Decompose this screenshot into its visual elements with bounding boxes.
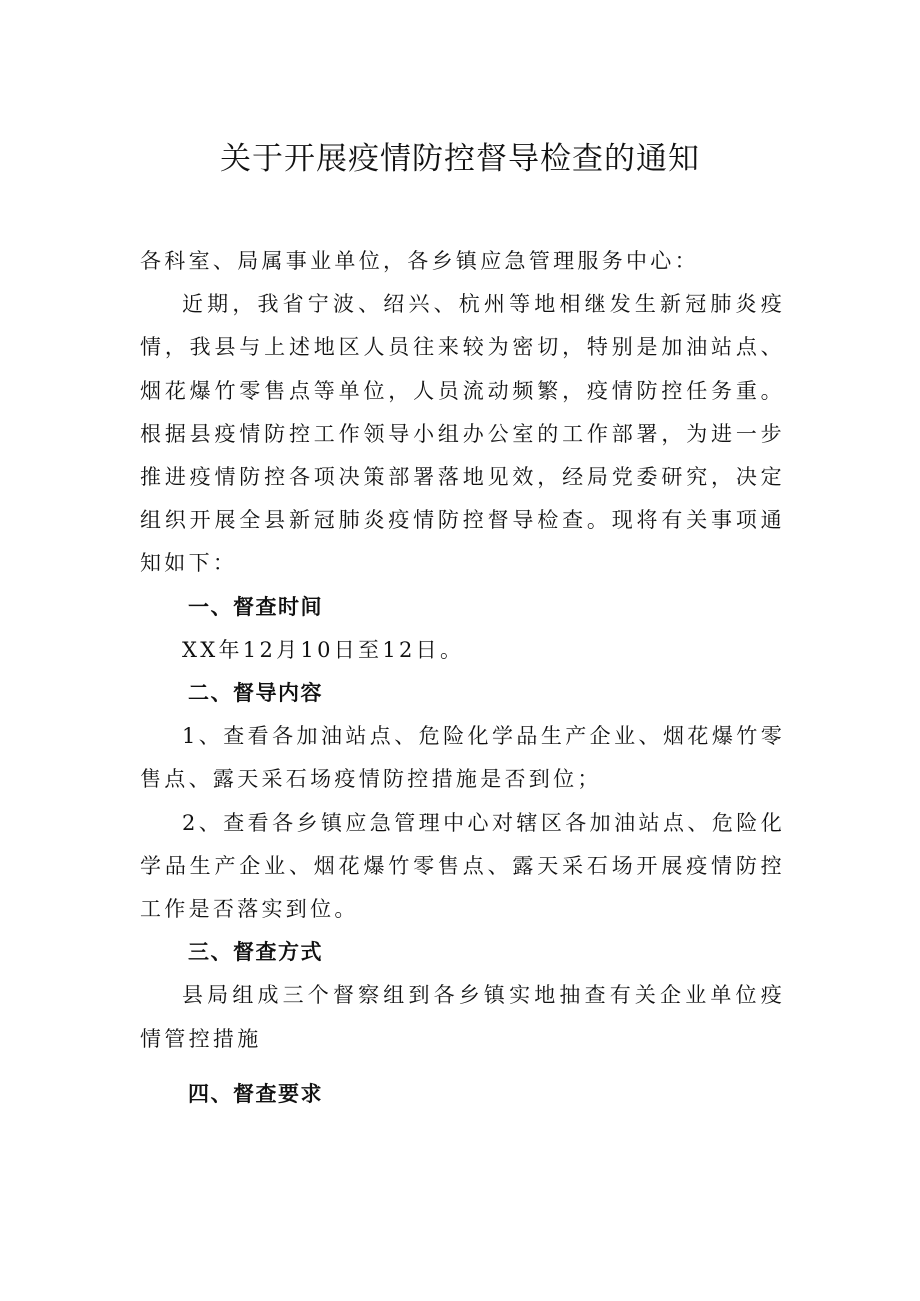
section-heading-requirements: 四、督查要求 [188,1081,323,1106]
section-content-item-1: 1、查看各加油站点、危险化学品生产企业、烟花爆竹零售点、露天采石场疫情防控措施是否到位； [140,724,785,792]
salutation: 各科室、局属事业单位，各乡镇应急管理服务中心： [140,249,699,273]
document-body [140,240,785,1116]
section-heading-content: 二、督导内容 [188,681,323,706]
section-method-paragraph: 县局组成三个督察组到各乡镇实地抽查有关企业单位疫情管控措施 [140,983,785,1051]
document-title: 关于开展疫情防控督导检查的通知 [220,141,700,177]
section-content-item-2: 2、查看各乡镇应急管理中心对辖区各加油站点、危险化学品生产企业、烟花爆竹零售点、露天采石场开展疫情防控工作是否落实到位。 [140,810,785,922]
intro-paragraph: 近期，我省宁波、绍兴、杭州等地相继发生新冠肺炎疫情，我县与上述地区人员往来较为密切，特别是加油站点、烟花爆竹零售点等单位，人员流动频繁，疫情防控任务重。根据县疫情防控工作领导小组办公室的工作部署，为进一步推进疫情防控各项决策部署落地见效，经局党委研究，决定组织开展全县新冠肺炎疫情防控督导检查。现将有关事项通知如下： [140,292,785,576]
section-time-paragraph: XX年12月10日至12日。 [182,637,465,662]
section-heading-method: 三、督查方式 [188,940,323,965]
section-heading-time: 一、督查时间 [188,594,323,619]
section-spacer [140,1061,785,1073]
